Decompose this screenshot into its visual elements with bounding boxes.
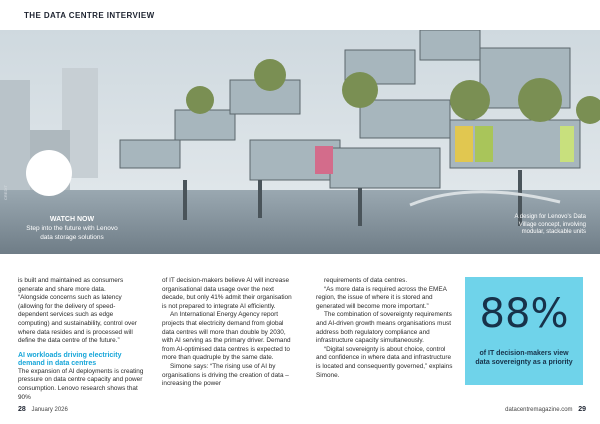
video-play-circle[interactable]: [26, 150, 72, 196]
stat-label: of IT decision-makers view data sovereignty as a priority: [475, 350, 573, 366]
paragraph: is built and maintained as consumers generate and share more data.: [18, 277, 124, 293]
article-column-3: [316, 277, 454, 380]
watch-now-widget[interactable]: [24, 150, 124, 250]
image-credit: CREDIT: [3, 185, 8, 200]
section-title: THE DATA CENTRE INTERVIEW: [24, 11, 155, 20]
site-url[interactable]: datacentremagazine.com: [505, 407, 573, 413]
watch-now-text: Step into the future with Lenovo data storage solutions: [26, 225, 118, 241]
header-bar: [0, 0, 600, 30]
paragraph: of IT decision-makers believe AI will increase organisational data usage over the next decade, but only 41% admit their organisation is not prepared to integrate AI efficiently.: [162, 277, 292, 310]
page-number-right: 29: [578, 406, 586, 413]
stat-number: 88%: [479, 291, 569, 337]
image-caption: A design for Lenovo's Data Village concept, involving modular, stackable units: [514, 214, 586, 235]
watch-now-title[interactable]: WATCH NOW: [49, 216, 95, 223]
paragraph: “Digital sovereignty is about choice, control and confidence in where data and infrastructure is located and consequently governed,” explains Simone.: [316, 345, 453, 379]
paragraph: “As more data is required across the EMEA region, the issue of where it is stored and generated will become more important.”: [316, 285, 447, 310]
subheading: AI workloads driving electricity demand in data centres: [18, 351, 122, 367]
paragraph: Simone says: “The rising use of AI by organisations is driving the creation of data – increasing the power: [162, 362, 289, 388]
paragraph: The combination of sovereignty requirements and AI-driven growth means organisations must address both regulatory compliance and infrastructure capacity simultaneously.: [316, 311, 452, 345]
page-number-left: 28: [18, 406, 26, 413]
article-column-2: [162, 277, 296, 389]
paragraph: “Alongside concerns such as latency (allowing for the delivery of speed-dependent services such as edge computing) and sustainability, control over where data resides and is processed will define the data centre of the future.”: [18, 294, 137, 345]
header-accent: [0, 0, 19, 30]
paragraph: requirements of data centres.: [324, 277, 408, 284]
article-column-1: [18, 277, 144, 402]
stat-callout: [465, 277, 583, 385]
footer-left: [18, 406, 68, 413]
paragraph: The expansion of AI deployments is creating pressure on data centre capacity and power consumption. Lenovo research shows that 90%: [18, 367, 144, 401]
footer-right: [505, 406, 586, 413]
paragraph: An International Energy Agency report projects that electricity demand from global data centres will more than double by 2030, with AI serving as the primary driver. Demand from AI-optimised data centres is expected to more than quadruple by the same date.: [162, 311, 291, 362]
issue-date: January 2026: [31, 407, 68, 413]
